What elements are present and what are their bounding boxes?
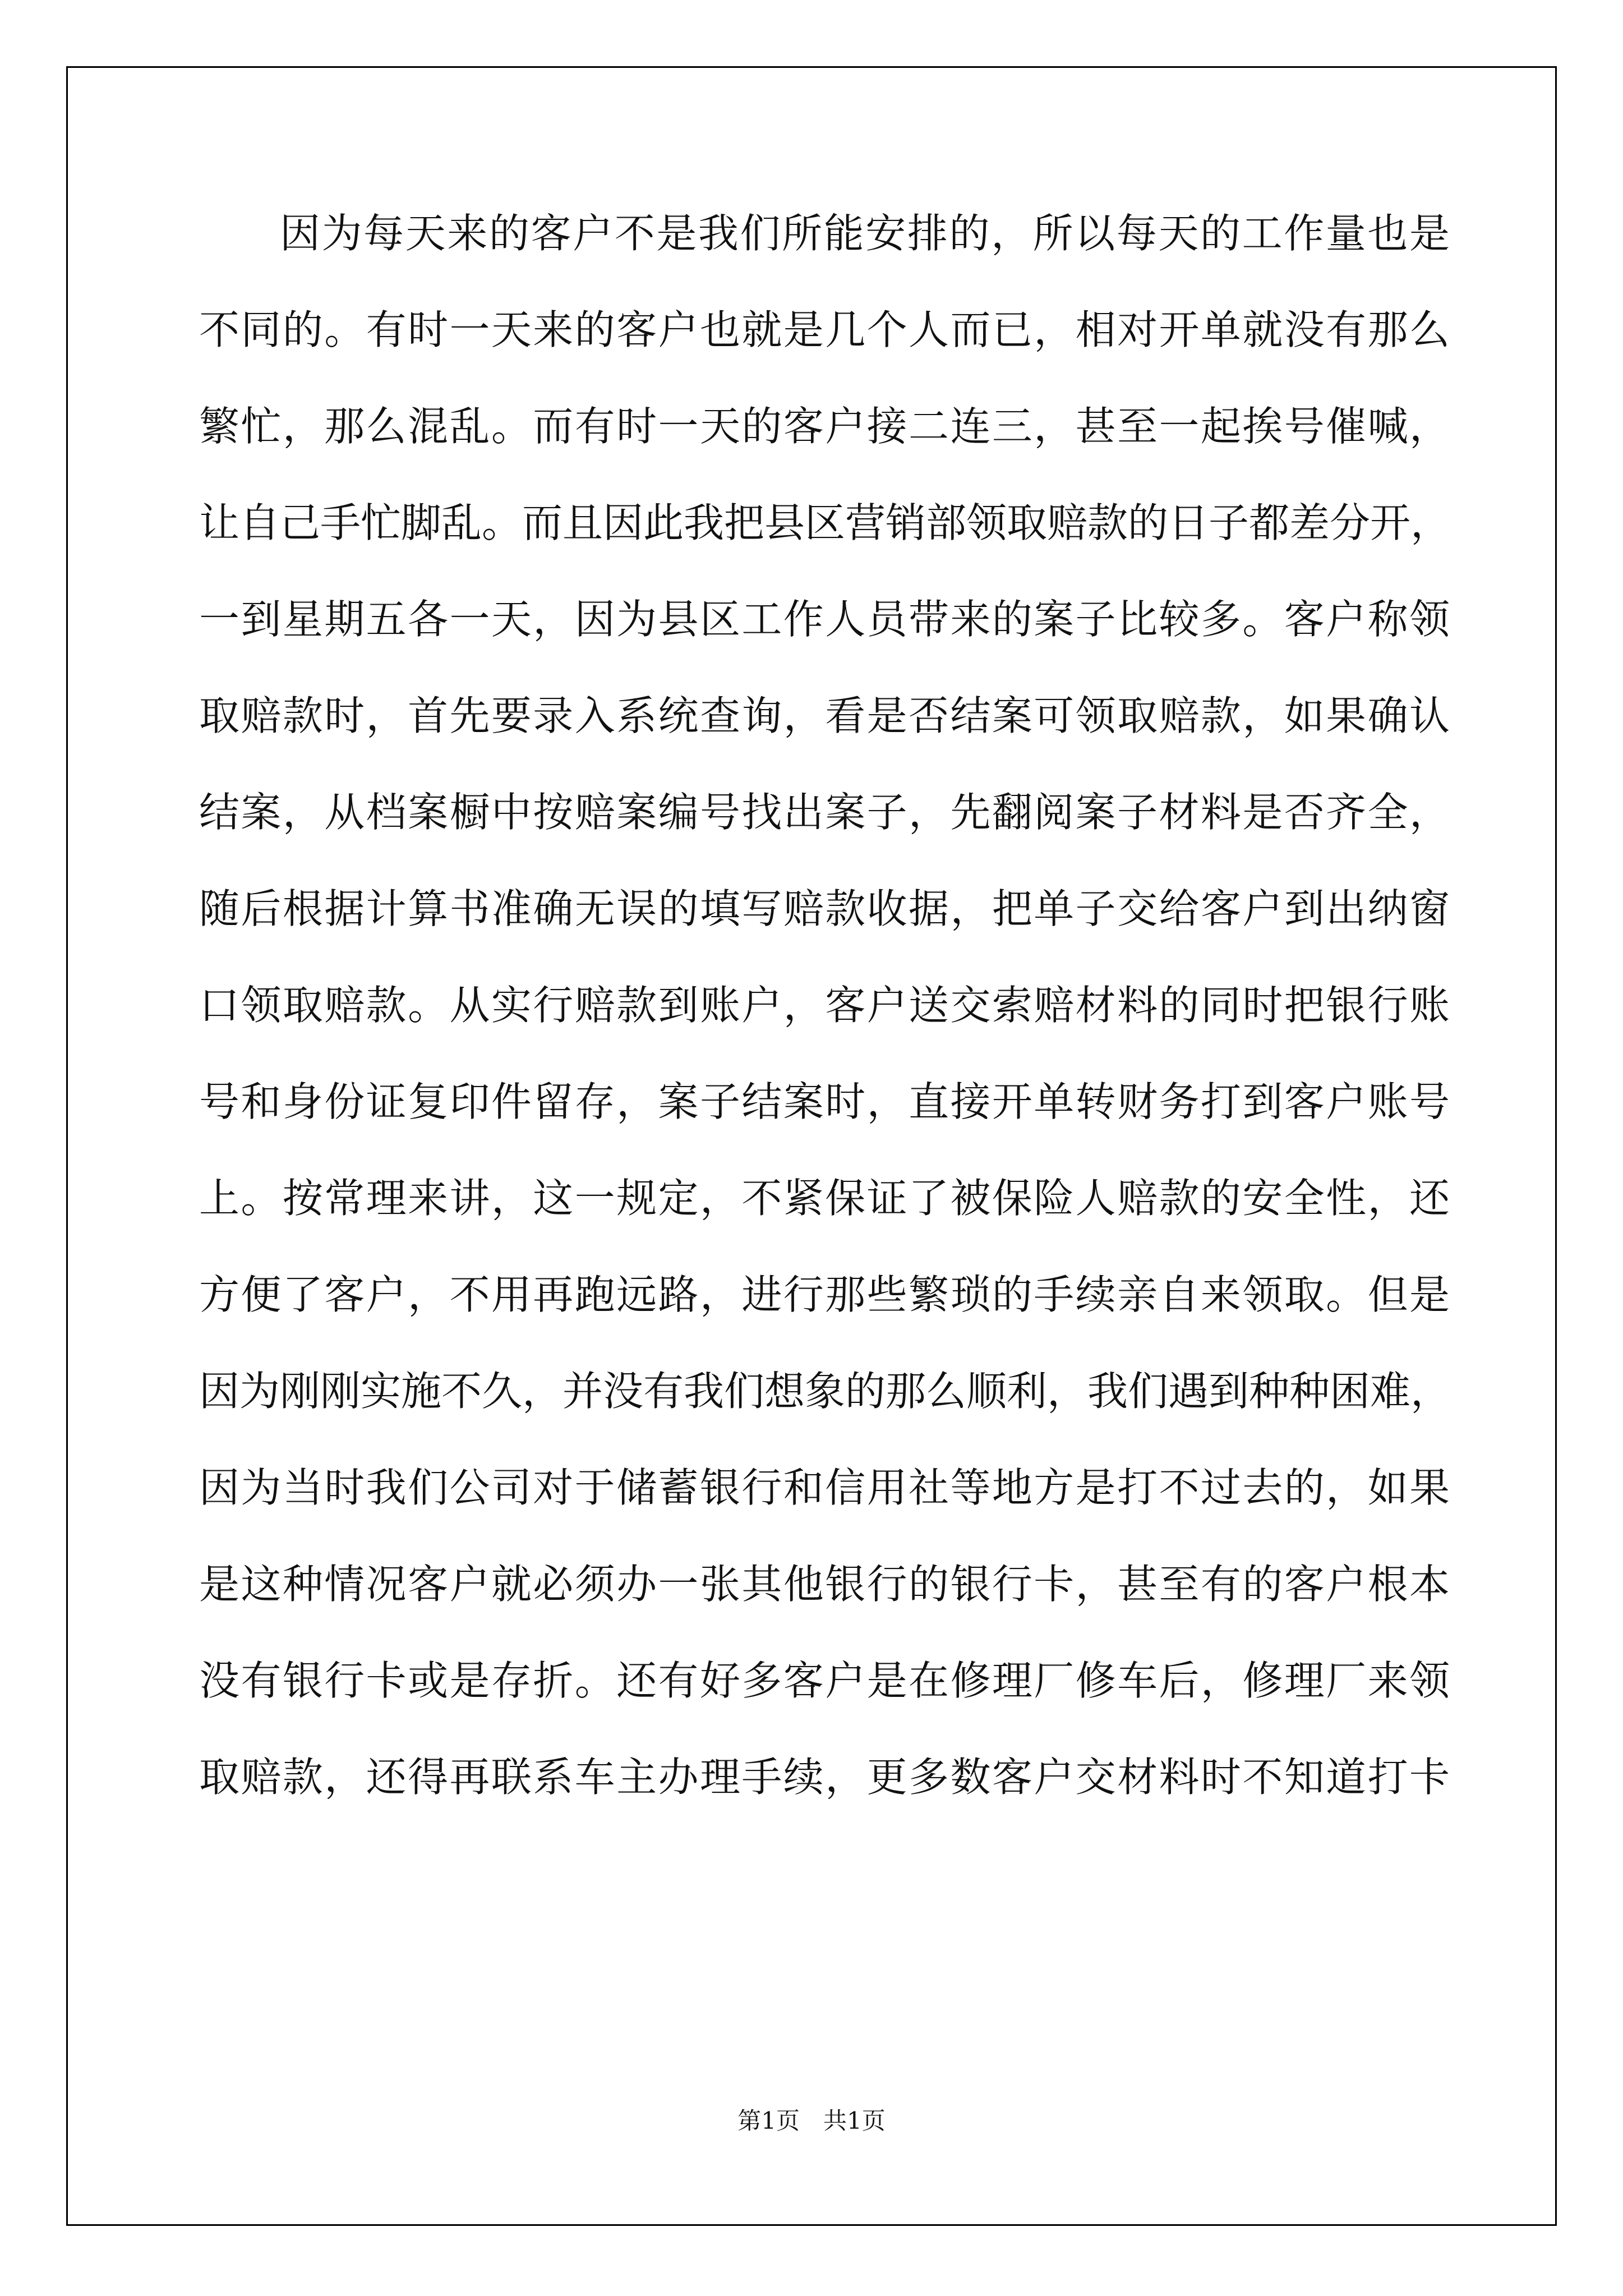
page-number: 第1页 共1页 [737, 2107, 886, 2134]
text-line-11: 上。按常理来讲，这一规定，不紧保证了被保险人赔款的安全性，还 [199, 1175, 1450, 1222]
text-line-16: 没有银行卡或是存折。还有好多客户是在修理厂修车后，修理厂来领 [199, 1657, 1450, 1704]
text-line-3: 繁忙，那么混乱。而有时一天的客户接二连三，甚至一起挨号催喊， [199, 403, 1450, 450]
text-line-5: 一到星期五各一天，因为县区工作人员带来的案子比较多。客户称领 [199, 596, 1450, 643]
text-line-15: 是这种情况客户就必须办一张其他银行的银行卡，甚至有的客户根本 [199, 1561, 1450, 1608]
text-line-7: 结案，从档案橱中按赔案编号找出案子，先翻阅案子材料是否齐全， [199, 789, 1450, 836]
text-line-10: 号和身份证复印件留存，案子结案时，直接开单转财务打到客户账号 [199, 1078, 1450, 1125]
text-line-17: 取赔款，还得再联系车主办理手续，更多数客户交材料时不知道打卡 [199, 1754, 1450, 1801]
text-line-8: 随后根据计算书准确无误的填写赔款收据，把单子交给客户到出纳窗 [199, 885, 1450, 932]
text-line-6: 取赔款时，首先要录入系统查询，看是否结案可领取赔款，如果确认 [199, 692, 1450, 739]
text-line-12: 方便了客户，不用再跑远路，进行那些繁琐的手续亲自来领取。但是 [199, 1271, 1450, 1318]
text-line-2: 不同的。有时一天来的客户也就是几个人而已，相对开单就没有那么 [199, 306, 1450, 353]
text-line-14: 因为当时我们公司对于储蓄银行和信用社等地方是打不过去的，如果 [199, 1464, 1450, 1511]
text-line-1: 因为每天来的客户不是我们所能安排的，所以每天的工作量也是 [280, 210, 1450, 257]
page-border [66, 66, 1557, 2226]
text-line-4: 让自己手忙脚乱。而且因此我把县区营销部领取赔款的日子都差分开， [199, 499, 1451, 546]
text-line-13: 因为刚刚实施不久，并没有我们想象的那么顺利，我们遇到种种困难， [199, 1368, 1451, 1415]
text-line-9: 口领取赔款。从实行赔款到账户，客户送交索赔材料的同时把银行账 [199, 982, 1450, 1029]
